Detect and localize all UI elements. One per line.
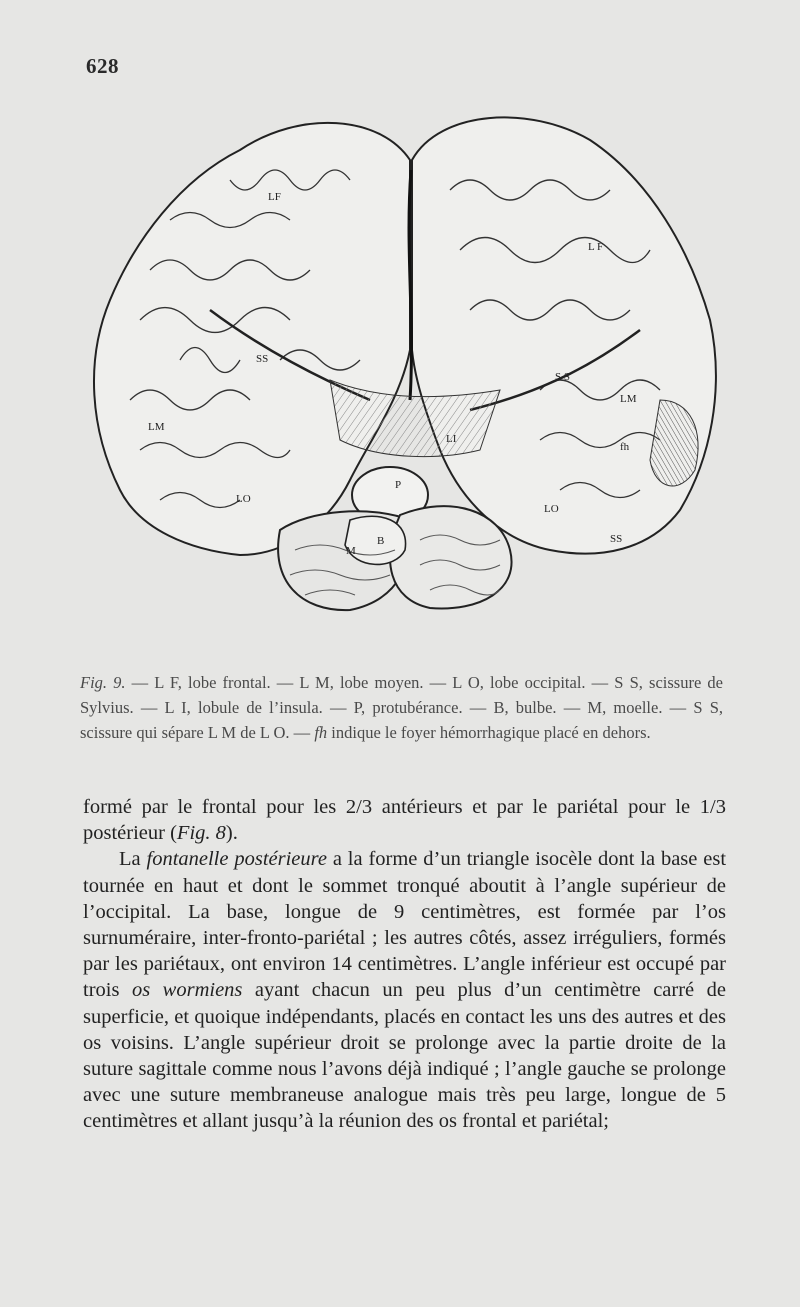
label-li: LI xyxy=(446,433,457,445)
label-lf-right: L F xyxy=(588,241,604,253)
label-lo-left: LO xyxy=(236,493,251,505)
p2-text-c: ayant chacun un peu plus d’un centimètre carré de superficie, et quoique indépendants, placés en contact les uns des autres et des os voisins. L’angle supérieur droit se prolonge avec la partie droite de la suture sagittale comme nous l’avons déjà indiqué ; l’angle gauche se prolonge avec une suture membraneuse analogue mais très peu large, longue de 5 centimètres et allant jusqu’à la réunion des os frontal et pariétal; xyxy=(83,979,727,1133)
label-b: B xyxy=(377,535,385,547)
label-fh: fh xyxy=(620,441,630,453)
cerebellum-right xyxy=(390,506,512,608)
label-ss-right: S S xyxy=(555,371,570,383)
paragraph-1 xyxy=(83,794,726,846)
caption-text: — L F, lobe frontal. — L M, lobe moyen. — L O, lobe occipital. — S S, scissure de Sylvius. — L I, lobule de l’insula. — P, protubérance. — B, bulbe. — M, moelle. — S S, scissure qui sépare L M de L O. — xyxy=(80,673,723,742)
label-m: M xyxy=(346,545,356,557)
label-lm-right: LM xyxy=(620,393,637,405)
figure-caption xyxy=(80,670,723,745)
label-ss-left: SS xyxy=(256,353,269,365)
p1-text-a: formé par le frontal pour les 2/3 antérieurs et par le pariétal pour le 1/3 postérieur ( xyxy=(83,796,726,845)
brain-illustration xyxy=(80,100,720,620)
page-number: 628 xyxy=(86,54,119,78)
label-lo-right: LO xyxy=(544,503,559,515)
p2-text-a: La xyxy=(119,848,147,871)
right-hemisphere xyxy=(412,117,716,553)
p2-term-fontanelle: fontanelle postérieure xyxy=(146,848,327,871)
paragraph-2 xyxy=(83,846,726,1134)
p2-text-b: a la forme d’un triangle isocèle dont la base est tournée en haut et dont le sommet tronqué aboutit à l’angle supérieur de l’occipital. La base, longue de 9 centimètres, est formée par l’os surnuméraire, inter-fronto-pariétal ; les autres côtés, assez irréguliers, formés par les pariétaux, ont environ 14 centimètres. L’angle inférieur est occupé par trois xyxy=(83,848,727,1002)
body-text xyxy=(83,794,726,1135)
caption-tail: indique le foyer hémorrhagique placé en dehors. xyxy=(327,723,651,742)
label-lf-left: LF xyxy=(268,191,281,203)
label-lm-left: LM xyxy=(148,421,165,433)
p2-term-wormiens: os wormiens xyxy=(131,979,243,1002)
p1-text-b: ). xyxy=(225,822,238,845)
medulla xyxy=(345,516,406,564)
caption-fh: fh xyxy=(314,723,328,742)
brain-drawing xyxy=(80,100,720,620)
p1-fig-ref: Fig. 8 xyxy=(176,822,226,845)
label-p: P xyxy=(395,479,402,491)
label-ss-bottom: SS xyxy=(610,533,623,545)
caption-fig-ref: Fig. 9. xyxy=(80,673,126,692)
